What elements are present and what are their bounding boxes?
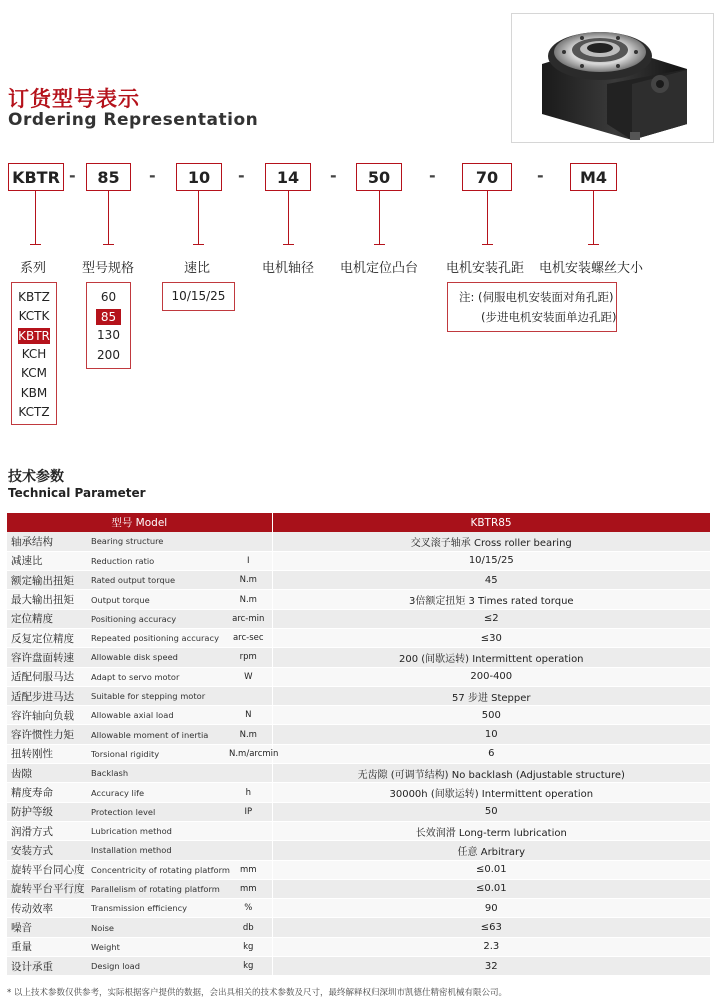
- field-label-screw: 电机安装螺丝大小: [539, 261, 644, 276]
- spec-param-value: 57 步进 Stepper: [272, 686, 710, 705]
- spec-param-value: 10: [272, 725, 710, 744]
- spec-param-cn: 齿隙: [7, 764, 87, 783]
- field-label-boss: 电机定位凸台: [340, 261, 419, 276]
- code-dash: -: [149, 166, 156, 185]
- spec-param-unit: N.m: [225, 590, 272, 609]
- spec-param-unit: arc-min: [225, 609, 272, 628]
- spec-param-en: Concentricity of rotating platform: [87, 860, 225, 879]
- hole-note-box: [447, 282, 617, 332]
- spec-param-value: 45: [272, 571, 710, 590]
- series-options-box: [11, 282, 57, 425]
- spec-row: [7, 667, 710, 686]
- spec-param-cn: 扭转刚性: [7, 744, 87, 763]
- ordering-title-cn: 订货型号表示: [8, 87, 140, 111]
- spec-param-en: Lubrication method: [87, 821, 225, 840]
- spec-param-value: ≤0.01: [272, 860, 710, 879]
- spec-param-en: Positioning accuracy: [87, 609, 225, 628]
- spec-param-cn: 精度寿命: [7, 783, 87, 802]
- spec-row: [7, 860, 710, 879]
- code-box-screw: M4: [570, 163, 617, 191]
- spec-param-value: 200 (间歇运转) Intermittent operation: [272, 648, 710, 667]
- spec-row: [7, 744, 710, 763]
- spec-param-value: 6: [272, 744, 710, 763]
- spec-param-value: 500: [272, 706, 710, 725]
- spec-param-unit: IP: [225, 802, 272, 821]
- spec-param-unit: [225, 764, 272, 783]
- spec-param-cn: 定位精度: [7, 609, 87, 628]
- product-photo: [511, 13, 714, 143]
- spec-row: [7, 879, 710, 898]
- spec-param-en: Noise: [87, 918, 225, 937]
- connector-foot: [103, 244, 114, 245]
- spec-param-en: Installation method: [87, 841, 225, 860]
- code-box-size: 85: [86, 163, 131, 191]
- spec-param-en: Output torque: [87, 590, 225, 609]
- size-option-selected: 85: [96, 309, 121, 325]
- ordering-title-en: Ordering Representation: [8, 110, 259, 130]
- spec-param-cn: 重量: [7, 937, 87, 956]
- spec-param-en: Allowable moment of inertia: [87, 725, 225, 744]
- spec-row: [7, 918, 710, 937]
- spec-header-value: KBTR85: [272, 513, 710, 532]
- spec-param-en: Adapt to servo motor: [87, 667, 225, 686]
- spec-param-en: Allowable disk speed: [87, 648, 225, 667]
- spec-row: [7, 590, 710, 609]
- spec-param-cn: 最大输出扭矩: [7, 590, 87, 609]
- code-box-ratio: 10: [176, 163, 222, 191]
- spec-row: [7, 628, 710, 647]
- spec-row: [7, 551, 710, 570]
- spec-param-value: 200-400: [272, 667, 710, 686]
- code-box-shaft: 14: [265, 163, 311, 191]
- code-box-boss: 50: [356, 163, 402, 191]
- spec-param-en: Transmission efficiency: [87, 899, 225, 918]
- field-label-size: 型号规格: [82, 261, 135, 276]
- spec-row: [7, 725, 710, 744]
- spec-param-unit: N: [225, 706, 272, 725]
- spec-param-value: ≤0.01: [272, 879, 710, 898]
- spec-param-en: Repeated positioning accuracy: [87, 628, 225, 647]
- series-option: KCM: [21, 366, 47, 381]
- field-label-hole: 电机安装孔距: [446, 261, 525, 276]
- spec-param-en: Allowable axial load: [87, 706, 225, 725]
- ratio-options-box: [162, 282, 235, 311]
- spec-param-value: 90: [272, 899, 710, 918]
- spec-row: [7, 937, 710, 956]
- spec-param-value: 无齿隙 (可调节结构) No backlash (Adjustable structure): [272, 764, 710, 783]
- series-option: KBTZ: [18, 290, 50, 304]
- spec-param-unit: mm: [225, 879, 272, 898]
- spec-param-cn: 适配步进马达: [7, 686, 87, 705]
- spec-param-value: 32: [272, 957, 710, 976]
- spec-row: [7, 571, 710, 590]
- spec-param-unit: N.m: [225, 725, 272, 744]
- spec-param-value: 长效润滑 Long-term lubrication: [272, 821, 710, 840]
- spec-param-value: 交叉滚子轴承 Cross roller bearing: [272, 532, 710, 551]
- spec-param-en: Rated output torque: [87, 571, 225, 590]
- spec-param-value: 30000h (间歇运转) Intermittent operation: [272, 783, 710, 802]
- spec-param-unit: [225, 821, 272, 840]
- spec-param-en: Bearing structure: [87, 532, 225, 551]
- spec-param-en: Reduction ratio: [87, 551, 225, 570]
- spec-param-en: Parallelism of rotating platform: [87, 879, 225, 898]
- spec-row: [7, 609, 710, 628]
- spec-param-en: Backlash: [87, 764, 225, 783]
- spec-param-value: 任意 Arbitrary: [272, 841, 710, 860]
- connector-foot: [588, 244, 599, 245]
- spec-param-cn: 防护等级: [7, 802, 87, 821]
- series-option: KCH: [21, 346, 47, 361]
- spec-param-value: 3倍额定扭矩 3 Times rated torque: [272, 590, 710, 609]
- connector-line: [288, 191, 289, 244]
- spec-param-value: 2.3: [272, 937, 710, 956]
- series-option-selected: KBTR: [18, 328, 50, 343]
- spec-param-value: ≤2: [272, 609, 710, 628]
- connector-line: [593, 191, 594, 244]
- code-dash: -: [69, 166, 76, 185]
- spec-row: [7, 648, 710, 667]
- spec-row: [7, 821, 710, 840]
- series-option: KCTK: [18, 309, 50, 324]
- spec-param-unit: N.m/arcmin: [225, 744, 272, 763]
- spec-param-unit: [225, 686, 272, 705]
- spec-param-value: ≤30: [272, 628, 710, 647]
- code-dash: -: [537, 166, 544, 185]
- connector-foot: [193, 244, 204, 245]
- spec-param-cn: 设计承重: [7, 957, 87, 976]
- connector-line: [379, 191, 380, 244]
- connector-line: [487, 191, 488, 244]
- spec-param-cn: 噪音: [7, 918, 87, 937]
- spec-param-cn: 旋转平台平行度: [7, 879, 87, 898]
- spec-param-unit: kg: [225, 957, 272, 976]
- spec-param-cn: 轴承结构: [7, 532, 87, 551]
- spec-row: [7, 841, 710, 860]
- spec-param-en: Weight: [87, 937, 225, 956]
- spec-row: [7, 706, 710, 725]
- spec-param-cn: 传动效率: [7, 899, 87, 918]
- spec-header-row: [7, 513, 710, 532]
- code-dash: -: [330, 166, 337, 185]
- spec-param-cn: 旋转平台同心度: [7, 860, 87, 879]
- spec-row: [7, 957, 710, 976]
- connector-line: [35, 191, 36, 244]
- spec-param-unit: %: [225, 899, 272, 918]
- spec-param-cn: 减速比: [7, 551, 87, 570]
- spec-param-unit: W: [225, 667, 272, 686]
- spec-row: [7, 686, 710, 705]
- hole-note-line: (步进电机安装面单边孔距): [481, 310, 617, 324]
- code-dash: -: [429, 166, 436, 185]
- code-box-hole: 70: [462, 163, 512, 191]
- connector-line: [198, 191, 199, 244]
- spec-param-cn: 容许惯性力矩: [7, 725, 87, 744]
- spec-param-cn: 安装方式: [7, 841, 87, 860]
- spec-table: [7, 513, 711, 976]
- spec-row: [7, 802, 710, 821]
- spec-param-value: 10/15/25: [272, 551, 710, 570]
- spec-param-unit: [225, 841, 272, 860]
- connector-foot: [482, 244, 493, 245]
- spec-row: [7, 783, 710, 802]
- connector-line: [108, 191, 109, 244]
- spec-param-en: Suitable for stepping motor: [87, 686, 225, 705]
- spec-param-value: 50: [272, 802, 710, 821]
- spec-row: [7, 899, 710, 918]
- spec-param-unit: kg: [225, 937, 272, 956]
- tech-title-en: Technical Parameter: [8, 486, 146, 500]
- spec-param-unit: arc-sec: [225, 628, 272, 647]
- field-label-series: 系列: [20, 261, 47, 276]
- spec-param-en: Torsional rigidity: [87, 744, 225, 763]
- spec-param-cn: 反复定位精度: [7, 628, 87, 647]
- spec-param-unit: mm: [225, 860, 272, 879]
- code-box-series: KBTR: [8, 163, 64, 191]
- footnote: * 以上技术参数仅供参考，实际根据客户提供的数据，会出具相关的技术参数及尺寸，最终解释权归深圳市凯德仕精密机械有限公司。: [7, 988, 507, 998]
- ratio-option: 10/15/25: [171, 288, 226, 303]
- field-label-ratio: 速比: [184, 261, 211, 276]
- rotary-table-product-image: [512, 14, 715, 144]
- size-option: 200: [97, 347, 120, 362]
- spec-param-value: ≤63: [272, 918, 710, 937]
- spec-param-cn: 容许盘面转速: [7, 648, 87, 667]
- spec-param-unit: I: [225, 551, 272, 570]
- connector-foot: [30, 244, 41, 245]
- size-option: 60: [100, 290, 117, 304]
- hole-note-line: 注: (伺服电机安装面对角孔距): [459, 290, 614, 304]
- field-label-shaft: 电机轴径: [262, 261, 315, 276]
- series-option: KBM: [20, 385, 48, 400]
- spec-param-en: Protection level: [87, 802, 225, 821]
- tech-title-cn: 技术参数: [8, 469, 64, 485]
- series-option: KCTZ: [18, 405, 50, 420]
- connector-foot: [283, 244, 294, 245]
- spec-param-unit: N.m: [225, 571, 272, 590]
- spec-param-en: Accuracy life: [87, 783, 225, 802]
- spec-param-unit: [225, 532, 272, 551]
- spec-param-unit: db: [225, 918, 272, 937]
- spec-param-cn: 额定输出扭矩: [7, 571, 87, 590]
- spec-row: [7, 764, 710, 783]
- spec-param-cn: 适配伺服马达: [7, 667, 87, 686]
- spec-param-unit: rpm: [225, 648, 272, 667]
- size-option: 130: [97, 328, 120, 343]
- size-options-box: [86, 282, 131, 369]
- spec-param-unit: h: [225, 783, 272, 802]
- code-dash: -: [238, 166, 245, 185]
- connector-foot: [374, 244, 385, 245]
- spec-header-model: 型号 Model: [7, 513, 272, 532]
- spec-row: [7, 532, 710, 551]
- spec-param-cn: 润滑方式: [7, 821, 87, 840]
- spec-param-en: Design load: [87, 957, 225, 976]
- spec-param-cn: 容许轴向负载: [7, 706, 87, 725]
- spec-table-body: [7, 532, 710, 976]
